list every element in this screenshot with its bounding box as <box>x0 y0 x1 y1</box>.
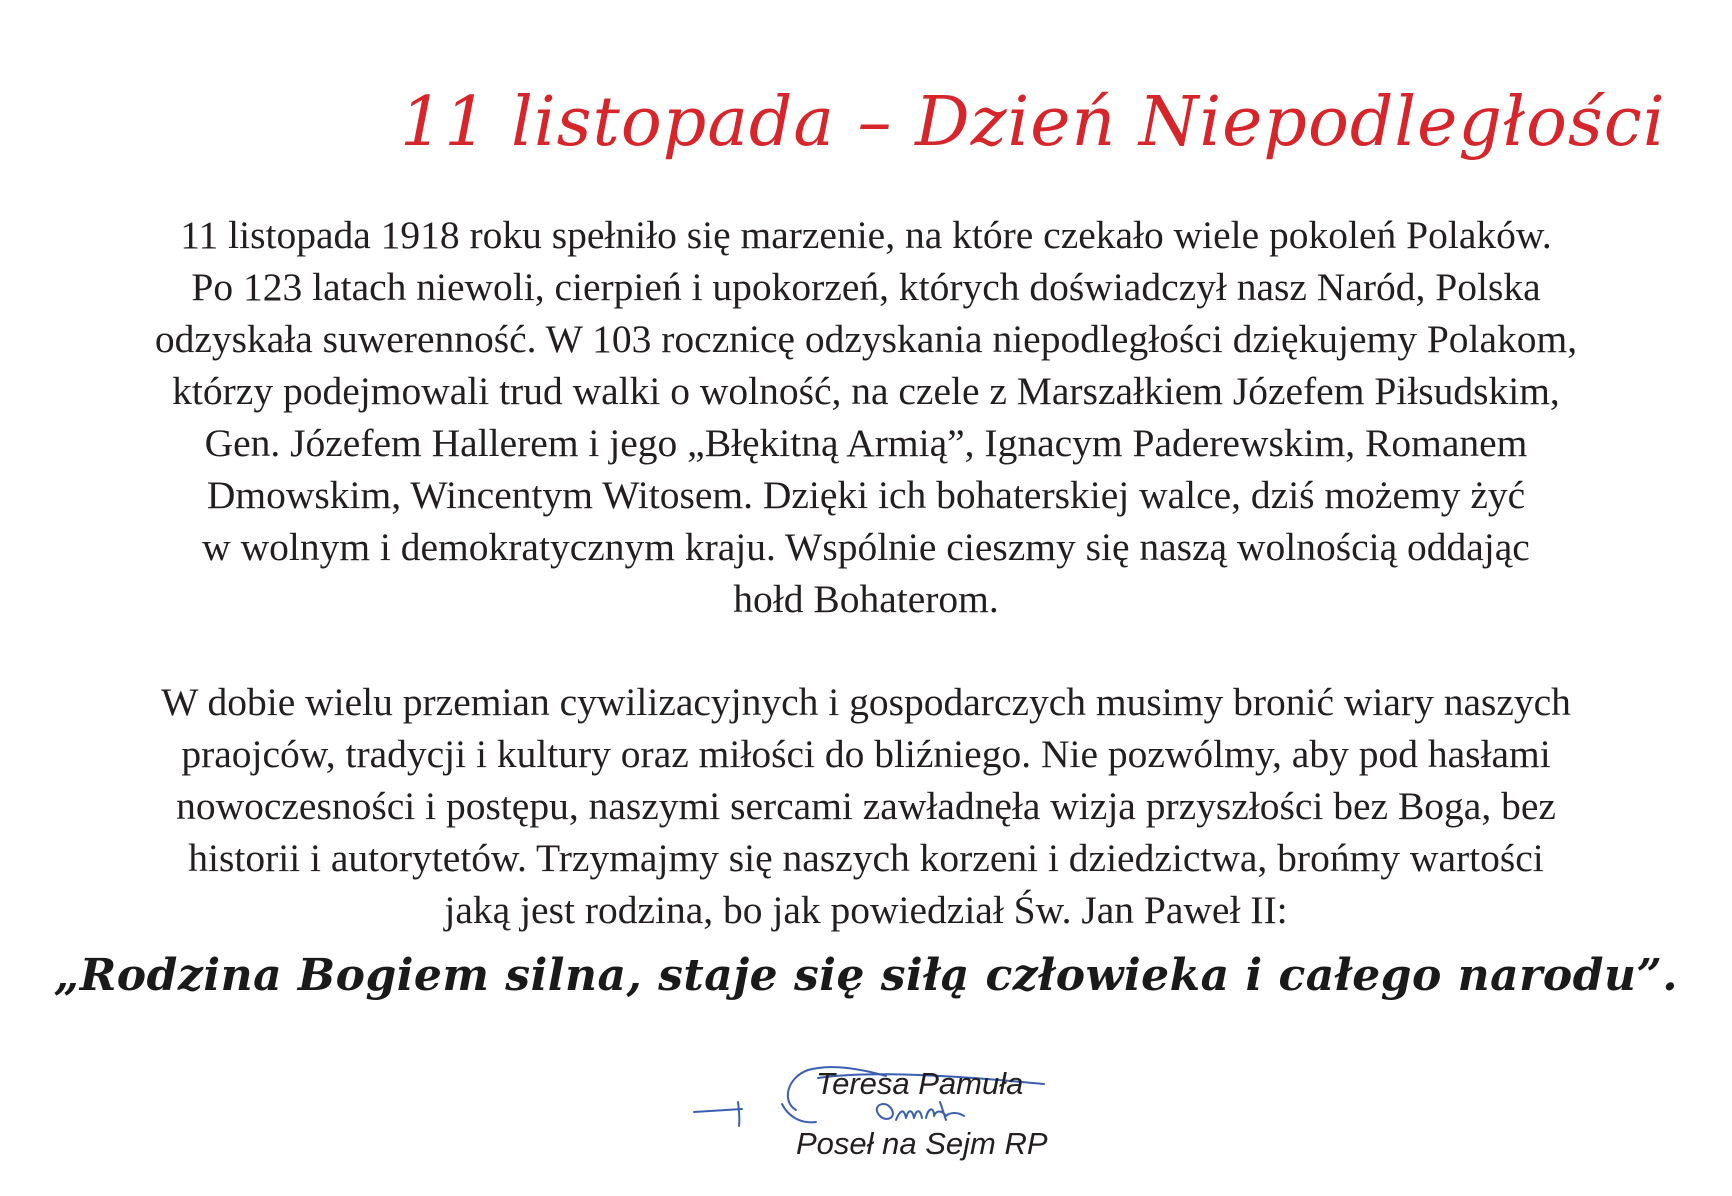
paragraph-line: 11 listopada 1918 roku spełniło się marzenie, na które czekało wiele pokoleń Polaków. <box>180 213 1552 257</box>
paragraph-line: odzyskała suwerenność. W 103 rocznicę odzyskania niepodległości dziękujemy Polakom, <box>154 317 1578 361</box>
paragraph-line: Po 123 latach niewoli, cierpień i upokorzeń, których doświadczył nasz Naród, Polska <box>191 265 1541 309</box>
signature-block <box>690 1058 1070 1178</box>
signer-role: Poseł na Sejm RP <box>796 1126 1048 1161</box>
signer-name: Teresa Pamuła <box>816 1066 1024 1101</box>
page-title <box>400 78 1700 168</box>
paragraph-line: Dmowskim, Wincentym Witosem. Dzięki ich bohaterskiej walce, dziś możemy żyć <box>206 473 1526 517</box>
paragraph-line: historii i autorytetów. Trzymajmy się naszych korzeni i dziedzictwa, brońmy wartości <box>188 836 1544 880</box>
paragraph-line: hołd Bohaterom. <box>733 577 999 621</box>
paragraph-line: jaką jest rodzina, bo jak powiedział Św. Jan Paweł II: <box>444 888 1288 932</box>
paragraph-1 <box>30 209 1702 625</box>
paragraph-2 <box>30 676 1702 936</box>
quote: „Rodzina Bogiem silna, staje się siłą człowieka i całego narodu”. <box>53 950 1679 1001</box>
title-holiday-name: Dzień Niepodległości <box>915 83 1666 162</box>
paragraph-line: którzy podejmowali trud walki o wolność, na czele z Marszałkiem Józefem Piłsudskim, <box>172 369 1560 413</box>
paragraph-line: nowoczesności i postępu, naszymi sercami zawładnęła wizja przyszłości bez Boga, bez <box>176 784 1556 828</box>
paragraph-line: praojców, tradycji i kultury oraz miłości do bliźniego. Nie pozwólmy, aby pod hasłami <box>181 732 1551 776</box>
paragraph-line: W dobie wielu przemian cywilizacyjnych i gospodarczych musimy bronić wiary naszych <box>161 680 1571 724</box>
paragraph-line: Gen. Józefem Hallerem i jego „Błękitną Armią”, Ignacym Paderewskim, Romanem <box>204 421 1528 465</box>
paragraph-line: w wolnym i demokratycznym kraju. Wspólnie cieszmy się naszą wolnością oddając <box>202 525 1530 569</box>
title-date: 11 listopada – <box>400 83 916 162</box>
